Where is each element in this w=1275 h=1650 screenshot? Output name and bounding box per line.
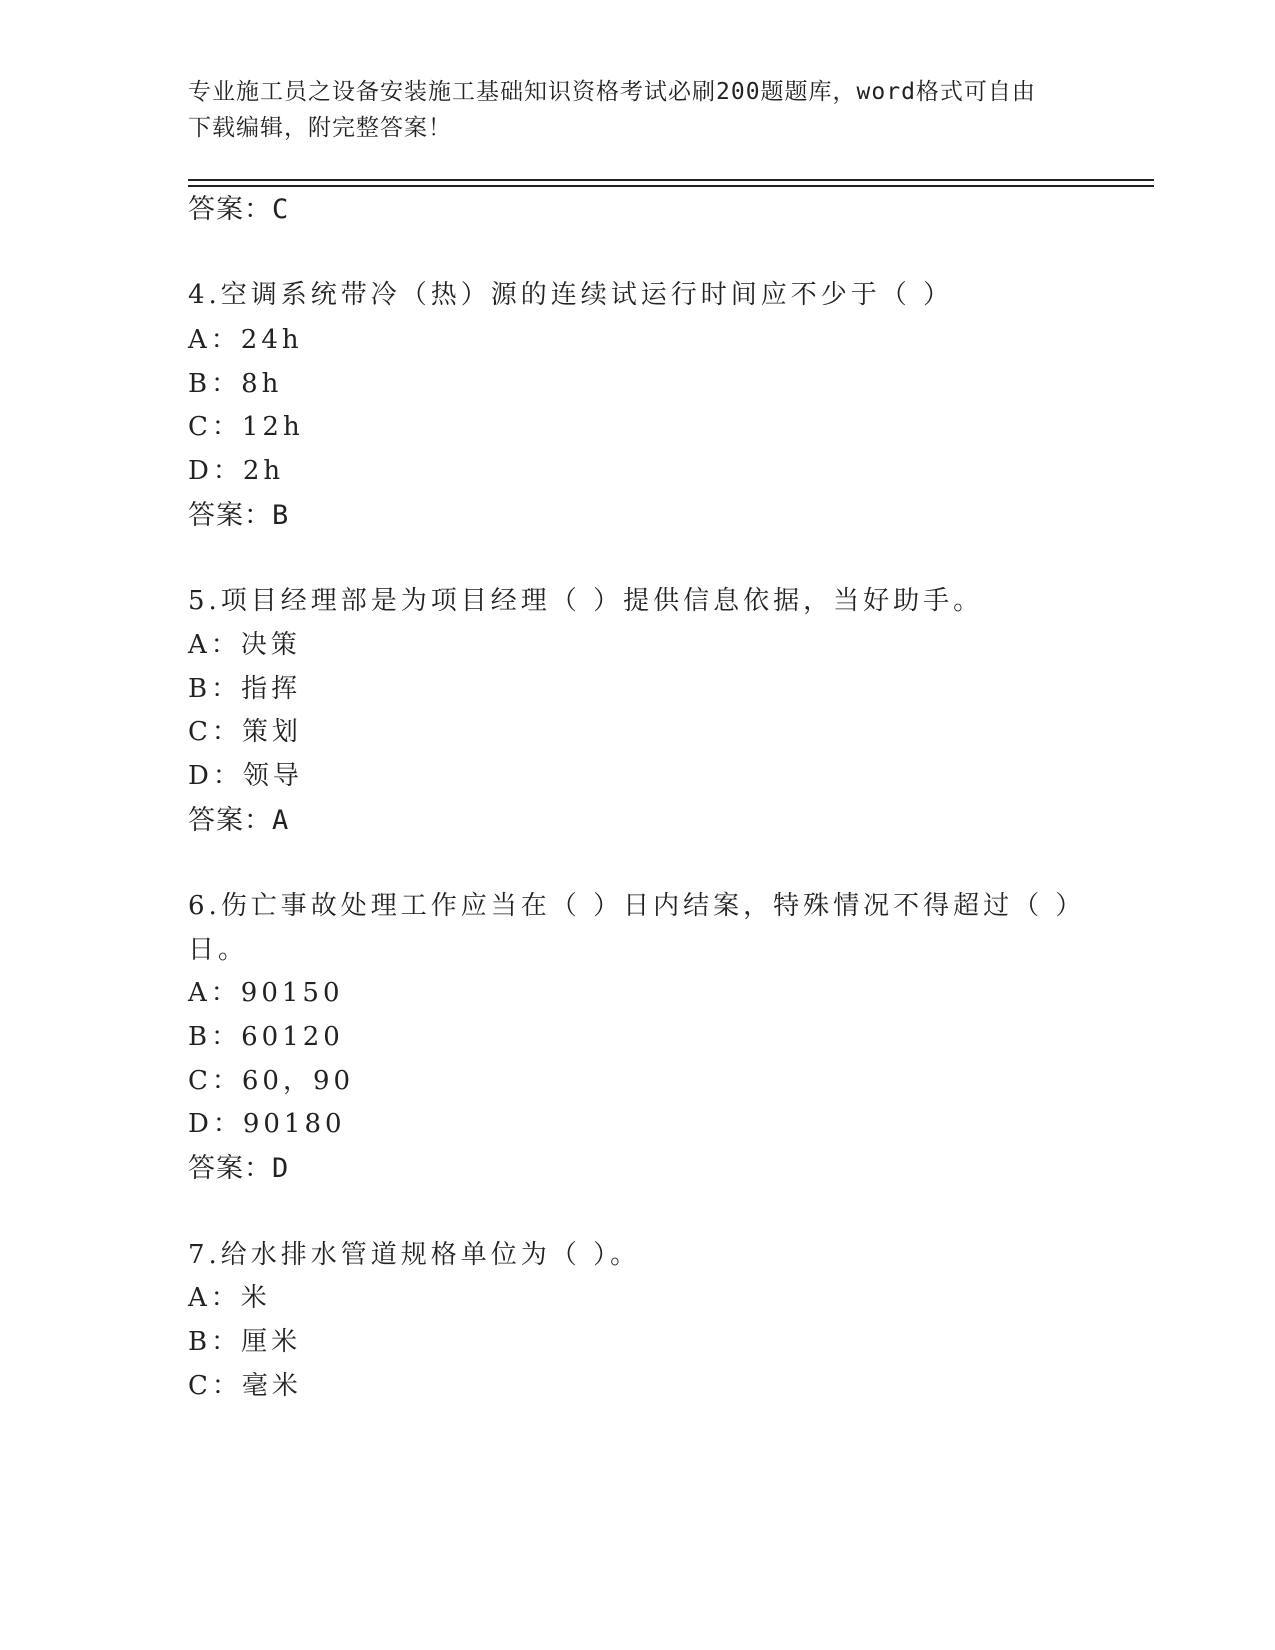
question-5-option-b: B：指挥: [188, 674, 302, 704]
header-line-2: 下载编辑，附完整答案！: [188, 115, 452, 141]
question-5-option-c: C：策划: [188, 717, 302, 747]
document-header: [188, 74, 1088, 146]
question-4-option-d: D：2h: [188, 456, 285, 486]
question-7-stem: 7.给水排水管道规格单位为（ ）。: [188, 1240, 641, 1270]
question-4-stem: 4.空调系统带冷（热）源的连续试运行时间应不少于（ ）: [188, 280, 954, 310]
question-6-stem-line-2: 日。: [188, 935, 249, 965]
question-5-answer: 答案：A: [188, 805, 290, 836]
question-4-option-b: B：8h: [188, 369, 283, 399]
question-4-answer: 答案：B: [188, 500, 290, 531]
question-4-option-a: A：24h: [188, 325, 303, 355]
header-line-1: 专业施工员之设备安装施工基础知识资格考试必刷200题题库，word格式可自由: [188, 79, 1036, 105]
header-divider-top: [188, 179, 1154, 181]
question-5-option-d: D：领导: [188, 761, 303, 791]
question-5-stem: 5.项目经理部是为项目经理（ ）提供信息依据，当好助手。: [188, 586, 984, 616]
header-divider-bottom: [188, 185, 1154, 187]
question-5-option-a: A：决策: [188, 630, 301, 660]
question-7-option-c: C：毫米: [188, 1371, 302, 1401]
question-6-option-b: B：60120: [188, 1022, 344, 1052]
question-4-option-c: C：12h: [188, 412, 304, 442]
question-7-option-a: A：米: [188, 1283, 271, 1313]
question-6-option-c: C：60，90: [188, 1066, 355, 1096]
question-6-answer: 答案：D: [188, 1153, 290, 1184]
question-6-option-a: A：90150: [188, 978, 344, 1008]
question-6-stem-line-1: 6.伤亡事故处理工作应当在（ ）日内结案，特殊情况不得超过（ ）: [188, 891, 1086, 921]
question-6-option-d: D：90180: [188, 1109, 346, 1139]
question-7-option-b: B：厘米: [188, 1327, 302, 1357]
previous-question-answer: 答案：C: [188, 194, 290, 225]
